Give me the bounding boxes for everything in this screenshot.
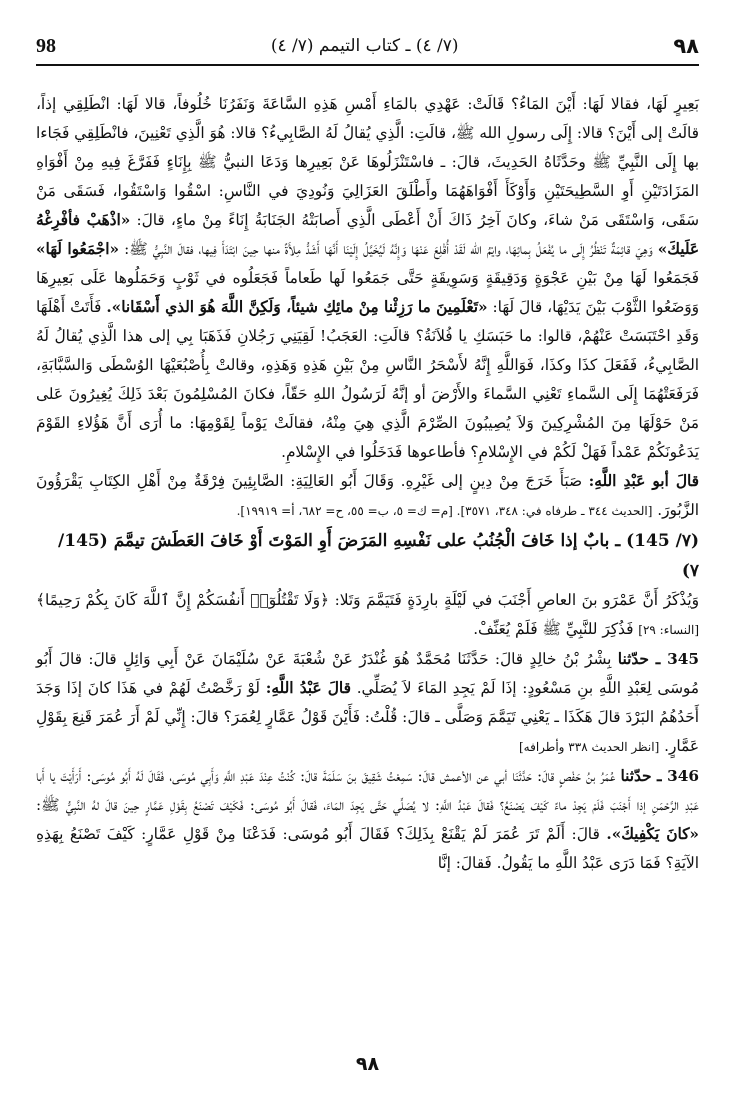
hadith-345 xyxy=(36,645,699,762)
text-run: وَهِيَ قائِمَةٌ تَنْظُرُ إِلَى ما يُفْعَلُ بِمائِهَا، وايْمُ الله لَقَدْ أُقْلِعَ عَنْهَا وَإِنَّهُ لَيُخَيَّلُ إِلَيْنَا أَنَّهَا أَشَدُّ مِلأَةً منها حِينَ ابْتَدَأَ فِيها، فقالَ النَّبِيُّ ﷺ: xyxy=(119,240,658,258)
prophet-quote: «تَعْلَمِينَ ما رَزِئْنا مِنْ مائِكِ شيئاً، وَلَكِنَّ اللَّهَ هُوَ الذي أَسْقَانا». xyxy=(106,298,488,316)
author-comment xyxy=(36,467,699,526)
chapter-title: (٧/ 145) ـ بابٌ إذا خَافَ الْجُنُبُ على نَفْسِهِ المَرَضَ أَوِ المَوْتَ أَوْ خَافَ العَطَشَ تيمَّمَ (145/ ٧) xyxy=(58,531,699,581)
page-footer-number: ٩٨ xyxy=(355,1053,380,1075)
speaker-label: قالَ عَبْدُ اللَّهِ: xyxy=(265,679,351,697)
text-run: بَعِيرٍ لَهَا، فقالا لَهَا: أَيْنَ المَاءُ؟ قَالَتْ: عَهْدِي بالمَاءِ أَمْسِ هَذِهِ السَّاعَةَ وَنَفَرُنَا خُلُوفاً، قالا لَهَا: انْطَلِقِي إذاً، قالَتْ إلى أَيْنَ؟ قالا: إِلَى رسولِ الله ﷺ، قالَتِ: الَّذِي يُقالُ لَهُ الصَّابِيءُ؟ قالا: هُوَ الَّذِي تَعْنِينَ، فانْطَلِقِي فَجَاءا بها إِلَى النَّبِيِّ ﷺ وحَدَّثَاهُ الحَدِيثَ، قالَ: ـ فاسْتَنْزَلُوهَا عَنْ بَعِيرِها وَدَعَا النبيُّ ﷺ بِإِنَاءٍ فَفَرَّغَ فِيهِ مِنْ أَفْوَاهِ المَزَادَتَيْنِ أَوِ السَّطِيحَتَيْنِ وَأَوْكَأَ أَفْوَاهَهُمَا وأَطْلَقَ العَزَالِيَ وَنُودِيَ في النَّاسِ: اسْقُوا وَاسْتَقُوا، فَسَقَى مَنْ سَقَى، وَاسْتَقَى مَنْ شاءَ، وكانَ آخِرُ ذَاكَ أَنْ أَعْطَى الَّذِي أَصابَتْهُ الجَنَابَةُ إِنَاءً مِنْ ماءٍ، قالَ: xyxy=(36,95,699,229)
text-run: لَوْ رَخَّصْتُ لَهُمْ في هَذَا كانَ إذَا وَجَدَ أَحَدُهُمُ البَرْدَ قالَ هَكَذَا ـ يَعْنِي تَيَمَّمَ وَصَلَّى ـ قالَ: قُلْتُ: فَأَيْنَ قَوْلُ عَمَّارٍ لِعُمَرَ؟ قالَ: إِنِّي لَمْ أَرَ عُمَرَ قَنِعَ بِقَوْلِ عَمَّارٍ. xyxy=(36,679,699,755)
text-run: وَيُذْكَرُ أَنَّ عَمْرَو بنَ العاصِ أَجْنَبَ في لَيْلَةٍ بارِدَةٍ فَتَيَمَّمَ وَتَلا: ﴿وَلَا تَقْتُلُوٓا۟ أَنفُسَكُمْ إِنَّ ٱللَّهَ كَانَ بِكُمْ رَحِيمًا﴾ xyxy=(36,591,699,609)
text-run: عُمَرُ بنُ حَفْصٍ قالَ: حَدَّثَنَا أبي عن الأعمش قالَ: سَمِعْتُ شَقِيقَ بنَ سَلَمَةَ قالَ: كُنْتُ عِنْدَ عَبْدِ اللَّهِ وَأَبِي مُوسَى، فَقَالَ لَهُ أَبُو مُوسَى: أَرَأَيْتَ يا أَبا عَبْدِ الرَّحْمَنِ إذا أَجْنَبَ فَلَمْ يَجِدْ ماءً كَيْفَ يَصْنَعُ؟ فَقالَ عَبْدُ اللَّهِ: لا يُصَلِّي حَتَّى يَجِدَ المَاءَ، فَقالَ أَبُو مُوسَى: فَكَيْفَ تَصْنَعُ بِقَوْلِ عَمَّارٍ حِينَ قالَ لهُ النَّبِيُّ ﷺ: xyxy=(36,767,699,814)
text-run: فَجَمَعُوا لَهَا مِنْ بَيْنِ عَجْوَةٍ وَدَقِيقَةٍ وَسَوِيقَةٍ حَتَّى جَمَعُوا لَها طَعاماً فَجَعَلُوه في ثَوْبٍ وَحَمَلُوها عَلَى بَعِيرِهَا وَوَضَعُوا الثَّوْبَ بَيْنَ يَدَيْهَا، قالَ لَهَا: xyxy=(36,269,699,316)
text-run: بِشْرُ بْنُ خالِدٍ قالَ: حَدَّثَنَا مُحَمَّدٌ هُوَ غُنْدَرٌ عَنْ شُعْبَةَ عَنْ سُلَيْمَانَ عَنْ أَبِي وَائِلٍ قالَ: قالَ أَبُو مُوسَى لِعَبْدِ اللَّهِ بنِ مَسْعُودٍ: إذَا لَمْ يَجِدِ المَاءَ لاَ يُصَلِّي. xyxy=(36,650,699,697)
hadith-344-continuation xyxy=(36,90,699,467)
text-run: فَأَتَتْ أَهْلَهَا وَقَدِ احْتَبَسَتْ عَنْهُمْ، قالوا: ما حَبَسَكِ يا فُلاَنَةُ؟ قالَتِ: العَجَبُ! لَقِيَنِي رَجُلانِ فَذَهَبَا بِي إلى هذا الَّذِي يُقالُ لَهُ الصَّابِيءُ، فَفَعَلَ كذَا وكذَا، فَوَاللَّهِ إِنَّهُ لأَسْحَرُ النَّاسِ مِنْ بَيْنِ هَذِهِ وَهَذِهِ، وقالتْ بِأُصْبُعَيْهَا الوُسْطَى وَالسَّبَّابَةِ، فَرَفَعَتْهُمَا إِلَى السَّماءِ تَعْنِي السَّماءَ والأَرْضَ أو إنَّهُ لَرَسُولُ اللهِ حَقّاً، فكانَ المُسْلِمُونَ بَعْدَ ذَلِكَ يُغِيرُونَ عَلى مَنْ حَوْلَهَا مِنَ المُشْرِكِينَ وَلاَ يُصِيبُونَ الصِّرْمَ الَّذِي هِيَ مِنْهُ، فقالَتْ يَوْماً لِقَوْمِهَا: ما أُرَى أَنَّ هَؤُلاءِ القَوْمَ يَدَعُونَكُمْ عَمْداً فَهَلْ لَكُمْ في الإِسْلامِ؟ فأطاعوها فَدَخَلُوا في الإِسْلامِ. xyxy=(36,298,699,461)
author-label: قالَ أبو عَبْدِ اللَّهِ: xyxy=(588,472,699,490)
text-run: فَذُكِرَ للنَّبِيِّ ﷺ فَلَمْ يُعَنِّفْ. xyxy=(473,620,639,638)
quran-reference: [النساء: ٢٩] xyxy=(638,623,699,637)
page-number-latin: 98 xyxy=(36,34,56,57)
cross-reference: [انظر الحديث ٣٣٨ وأطرافه] xyxy=(518,740,660,754)
page-number-arabic: ٩٨ xyxy=(673,34,699,58)
hadith-number: 345 ـ حدّثنا xyxy=(617,650,699,668)
text-run: صَبَأَ خَرَجَ مِنْ دِينٍ إلى غَيْرِهِ. وَقَالَ أَبُو العَالِيَةِ: الصَّابِئِينَ فِرْقَةٌ مِنْ أَهْلِ الكِتَابِ يَقْرَؤُونَ الزَّبُورَ. xyxy=(36,472,699,519)
text-run: قالَ: أَلَمْ تَرَ عُمَرَ لَمْ يَقْنَعْ بِذَلِكَ؟ فَقَالَ أَبُو مُوسَى: فَدَعْنَا مِنْ قَوْلِ عَمَّارٍ: كَيْفَ تَصْنَعُ بِهَذِهِ الآيَةِ؟ فَمَا دَرَى عَبْدُ اللَّهِ ما يَقُولُ. فَقالَ: إنَّا xyxy=(36,825,699,872)
header-rule xyxy=(36,64,699,66)
prophet-quote: «اجْمَعُوا لَهَا» xyxy=(36,240,120,258)
prophet-quote: «اذْهَبْ فأفْرِغْهُ عَلَيكَ» xyxy=(36,211,700,258)
cross-reference: [الحديث ٣٤٤ ـ طرفاه في: ٣٤٨، ٣٥٧١]. [م= ك= ٥، ب= ٥٥، ح= ٦٨٢، أ= ١٩٩١٩]. xyxy=(236,504,653,518)
page-header xyxy=(36,28,699,64)
prophet-quote: «كانَ يَكْفِيكَ». xyxy=(606,825,699,843)
page-body xyxy=(36,90,699,878)
running-title: (٧/ ٤) ـ كتاب التيمم (٧/ ٤) xyxy=(270,36,459,56)
chapter-intro xyxy=(36,586,699,645)
hadith-346 xyxy=(36,762,699,878)
hadith-number: 346 ـ حدّثنا xyxy=(620,767,699,785)
